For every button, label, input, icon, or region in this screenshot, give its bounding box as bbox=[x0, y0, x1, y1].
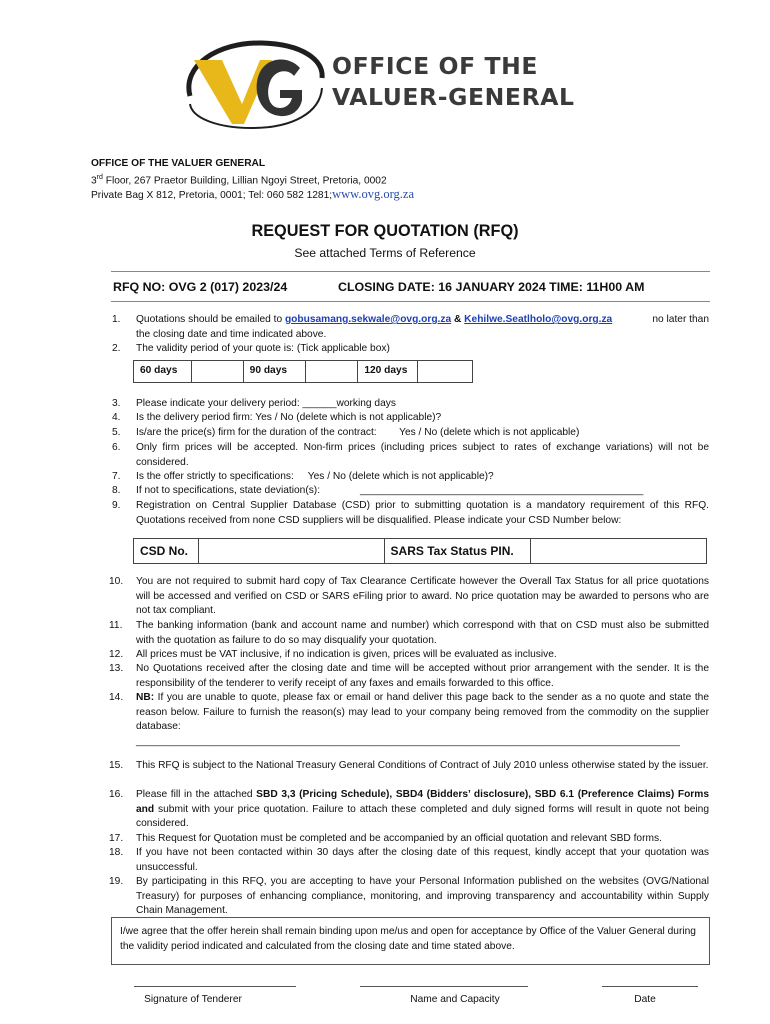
name-capacity-line[interactable] bbox=[360, 986, 528, 987]
top-divider bbox=[111, 271, 710, 272]
csd-table bbox=[133, 538, 707, 564]
validity-table bbox=[133, 360, 473, 383]
signature-line[interactable] bbox=[134, 986, 296, 987]
validity-90-checkbox[interactable] bbox=[305, 361, 358, 383]
date-line[interactable] bbox=[602, 986, 698, 987]
second-divider bbox=[111, 301, 710, 302]
validity-90-label: 90 days bbox=[243, 361, 305, 383]
csd-label: CSD No. bbox=[134, 539, 199, 564]
signature-label: Signature of Tenderer bbox=[144, 994, 242, 1005]
agreement-text: I/we agree that the offer herein shall remain binding upon me/us and open for acceptance by Office of the Valuer General during the validity period indicated and calculated from the closing date and time stated above. bbox=[120, 926, 696, 952]
org-name: OFFICE OF THE VALUER GENERAL bbox=[91, 158, 266, 169]
date-label: Date bbox=[634, 994, 656, 1005]
email-link-2[interactable]: Kehilwe.Seatlholo@ovg.org.za bbox=[464, 314, 613, 325]
address-line-1: 3rd Floor, 267 Praetor Building, Lillian Ngoyi Street, Pretoria, 0002 bbox=[91, 174, 387, 187]
email-link-1[interactable]: gobusamang.sekwale@ovg.org.za bbox=[284, 314, 452, 325]
sars-pin-label: SARS Tax Status PIN. bbox=[384, 539, 531, 564]
closing-date: CLOSING DATE: 16 JANUARY 2024 TIME: 11H00 AM bbox=[338, 280, 645, 294]
name-capacity-label: Name and Capacity bbox=[410, 994, 500, 1005]
vg-emblem-icon bbox=[172, 38, 332, 130]
agreement-box bbox=[111, 917, 710, 965]
ovg-logo bbox=[172, 38, 622, 130]
sars-pin-field[interactable] bbox=[531, 539, 707, 564]
website-link[interactable]: www.ovg.org.za bbox=[332, 187, 415, 201]
validity-60-label: 60 days bbox=[134, 361, 192, 383]
rfq-number: RFQ NO: OVG 2 (017) 2023/24 bbox=[113, 280, 288, 294]
validity-120-label: 120 days bbox=[358, 361, 418, 383]
validity-120-checkbox[interactable] bbox=[418, 361, 473, 383]
address-line-2: Private Bag X 812, Pretoria, 0001; Tel: 060 582 1281;www.ovg.org.za bbox=[91, 187, 415, 201]
logo-text-line1: OFFICE OF THE bbox=[332, 52, 539, 80]
page-title: REQUEST FOR QUOTATION (RFQ) bbox=[251, 222, 519, 240]
csd-number-field[interactable] bbox=[198, 539, 384, 564]
validity-60-checkbox[interactable] bbox=[191, 361, 243, 383]
reason-line[interactable]: ________________________________________________________________________________________________ bbox=[136, 736, 680, 747]
logo-text-line2: VALUER-GENERAL bbox=[332, 83, 575, 111]
page-subtitle: See attached Terms of Reference bbox=[294, 246, 476, 260]
